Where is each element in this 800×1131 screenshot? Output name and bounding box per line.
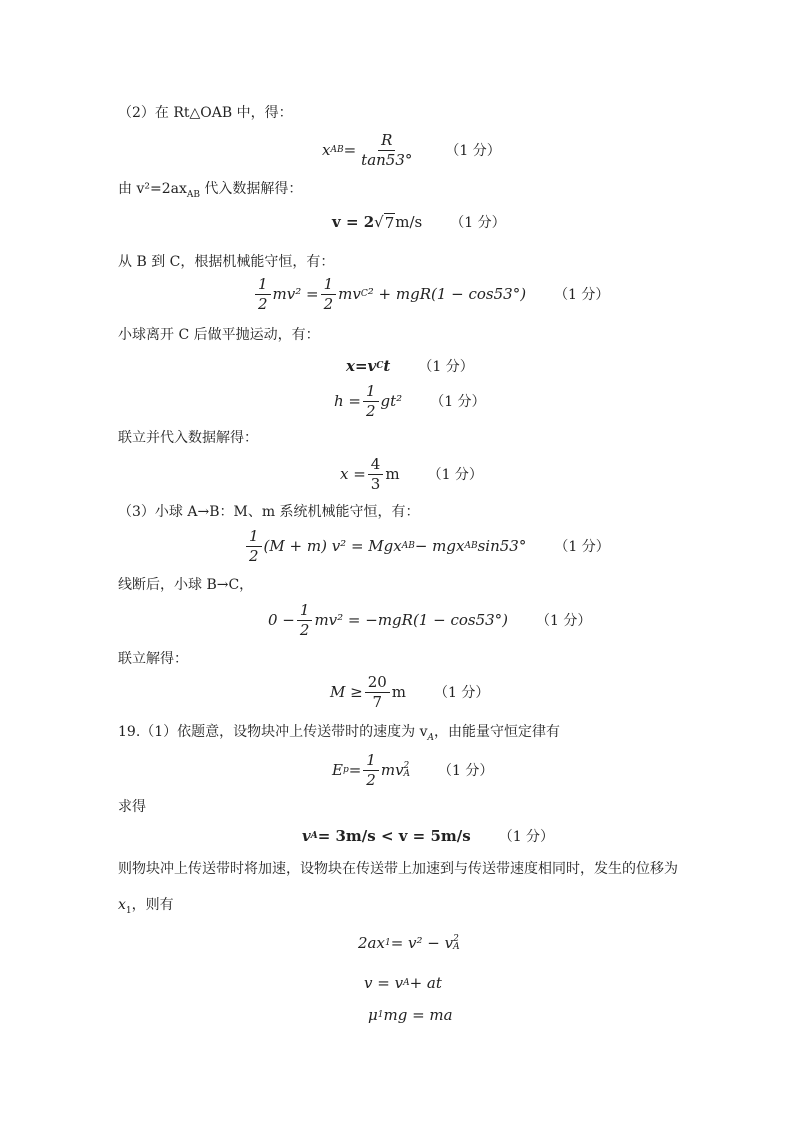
eq10-num: 1 [363,752,379,771]
equation-system-energy [244,528,610,564]
text-line-4: 小球离开 C 后做平抛运动，有： [118,327,320,343]
eq1-fraction [358,132,415,168]
eq6-tail: m [385,465,400,483]
eq6-score: （1 分） [427,467,483,483]
text-line-11: 则物块冲上传送带时将加速，设物块在传送带上加速到与传送带速度相同时，发生的位移为 [118,861,678,877]
eq5-score: （1 分） [430,394,486,410]
eq6-den: 3 [370,474,381,493]
eq5-num: 1 [363,383,379,402]
line2-rest: 代入数据解得： [199,181,303,197]
question-19-heading [118,725,560,743]
equation-v-at [364,974,442,992]
equation-x-result [340,456,483,492]
equation-friction [368,1006,453,1024]
eq11-sub: A [310,831,318,841]
eq3-bsub: C [360,289,368,299]
eq7-num: 1 [246,528,262,547]
eq7-a: (M + m) v² = Mgx [263,537,402,555]
eq8-den: 2 [299,620,310,639]
eq1-score: （1 分） [445,143,501,159]
eq8-num: 1 [297,602,313,621]
eq10-scripts [404,762,411,778]
text-line-10: 求得 [118,799,146,815]
line9-rest: ，由能量守恒定律有 [434,724,561,740]
eq9-den: 7 [372,692,383,711]
eq12-sub: A [453,942,460,952]
equation-v [332,212,506,232]
eq1-num: R [378,132,395,151]
eq12-a: 2ax [358,934,385,952]
eq1-eq: = [343,141,357,159]
eq11-b: = 3m/s < v = 5m/s [317,827,471,845]
eq13-b: + at [409,974,442,992]
eq1-den: tan53° [361,150,413,169]
eq1-lhs: x [322,141,331,159]
equation-energy-bc [253,276,609,312]
eq12-b: = v² − v [390,934,454,952]
eq5-lhs: h = [334,392,361,410]
text-line-2 [118,182,302,200]
text-line-12 [118,898,174,916]
eq12-sup: 2 [453,933,459,944]
text-line-5: 联立并代入数据解得： [118,430,258,446]
line12-a: x [118,897,126,913]
eq7-c: sin53° [477,537,527,555]
equation-ep [332,752,493,788]
eq7-b: − mgx [414,537,465,555]
eq9-lhs: M ≥ [330,683,363,701]
eq14-a: μ [368,1006,378,1024]
eq10-sub: A [403,769,411,779]
eq10-frac [363,752,379,788]
eq3-score: （1 分） [554,287,610,303]
equation-va [302,826,554,846]
eq4-score: （1 分） [418,359,474,375]
eq10-tail: mv [380,761,404,779]
eq3-frac1 [255,276,271,312]
eq14-sub: 1 [377,1010,384,1020]
line2-sub: AB [186,189,200,200]
equation-x-vct [346,356,474,376]
text-line-3: 从 B 到 C，根据机械能守恒，有： [118,254,335,270]
eq2-score: （1 分） [450,215,506,231]
eq10-score: （1 分） [438,763,494,779]
eq3-d1: 2 [258,294,268,313]
eq3-n2: 1 [321,276,337,295]
eq2-root: 7 [384,213,395,232]
eq10-lhssub: p [342,765,349,775]
eq12-scripts [453,935,460,951]
eq14-b: mg = ma [383,1006,453,1024]
equation-2ax [358,934,460,952]
eq3-frac2 [321,276,337,312]
eq10-den: 2 [366,770,376,789]
eq3-c: ² + mgR(1 − cos53°) [367,285,527,303]
eq6-num: 4 [368,456,384,475]
equation-m-result [330,674,489,710]
line12-sub: 1 [125,905,132,916]
eq6-frac [368,456,384,492]
eq4-tail: t [383,357,391,375]
eq9-frac [365,674,390,710]
eq7-score: （1 分） [554,539,610,555]
eq12-asub: 1 [384,938,391,948]
eq2-a: v = 2 [332,213,375,231]
eq4-sub: C [376,361,384,371]
line12-rest: ，则有 [131,897,174,913]
section-2-heading: （2）在 Rt△OAB 中，得： [118,105,293,121]
eq2-b: m/s [395,213,423,231]
eq11-score: （1 分） [498,829,555,845]
eq8-tail: mv² = −mgR(1 − cos53°) [314,611,509,629]
eq13-sub: A [403,978,410,988]
sqrt-icon: √ [374,213,384,231]
eq8-score: （1 分） [536,613,592,629]
equation-xab [322,132,501,168]
section-3-heading: （3）小球 A→B：M、m 系统机械能守恒，有： [118,504,420,520]
line9-sub: A [427,732,435,743]
eq3-a: mv² = [272,285,319,303]
eq10-sup: 2 [403,760,410,771]
eq9-tail: m [391,683,407,701]
eq10-lhs: E [332,761,343,779]
eq6-lhs: x = [340,465,366,483]
eq7-bsub: AB [464,541,478,551]
eq8-frac [297,602,313,638]
eq7-asub: AB [401,541,415,551]
eq5-tail: gt² [380,392,403,410]
eq1-sub: AB [330,145,344,155]
eq3-b: mv [338,285,361,303]
eq5-den: 2 [366,401,376,420]
line2-a: 由 v²=2ax [118,181,187,197]
eq7-frac [246,528,262,564]
eq4-a: x=v [346,357,377,375]
text-line-8: 联立解得： [118,651,188,667]
equation-bc-energy [268,602,591,638]
eq11-a: v [302,827,311,845]
eq9-num: 20 [365,674,390,693]
eq7-den: 2 [249,546,259,565]
text-line-7: 线断后，小球 B→C， [118,577,254,593]
eq8-lhs: 0 − [268,611,295,629]
eq13-a: v = v [364,974,404,992]
eq5-frac [363,383,379,419]
eq9-score: （1 分） [434,685,490,701]
eq3-d2: 2 [323,294,334,313]
eq3-n1: 1 [255,276,271,295]
line9-a: 19.（1）依题意，设物块冲上传送带时的速度为 v [118,724,428,740]
equation-h [334,383,486,419]
eq10-eq: = [348,761,362,779]
